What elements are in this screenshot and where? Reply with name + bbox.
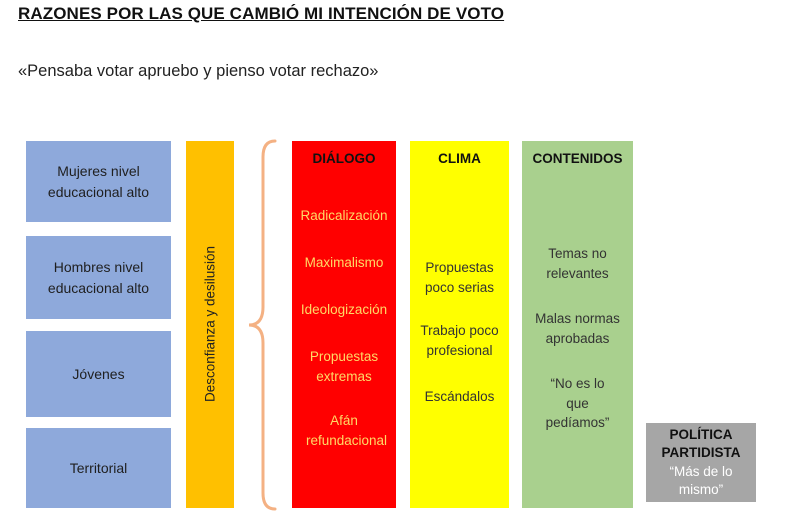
- politica-title: POLÍTICA PARTIDISTA: [661, 427, 741, 461]
- group-label: Territorial: [69, 459, 128, 476]
- contenidos-column: [522, 141, 633, 508]
- clima-column: [410, 141, 509, 508]
- dialogo-title: DIÁLOGO: [312, 151, 376, 166]
- dialogo-item: Afán refundacional: [306, 413, 388, 448]
- clima-item: Trabajo poco profesional: [420, 323, 499, 358]
- politica-partidista-box: [646, 423, 756, 502]
- desconfianza-bar: [186, 141, 234, 508]
- quote-subtitle: «Pensaba votar apruebo y pienso votar rechazo»: [18, 62, 379, 80]
- dialogo-column: [292, 141, 396, 508]
- group-box-hombres: [26, 236, 171, 319]
- clima-item: Propuestas poco serias: [424, 260, 495, 295]
- contenidos-item: Temas no relevantes: [546, 246, 609, 281]
- politica-subtitle: “Más de lo mismo”: [669, 463, 733, 497]
- group-label: Hombres nivel educacional alto: [47, 259, 150, 296]
- group-label: Jóvenes: [72, 365, 125, 382]
- dialogo-item: Radicalización: [300, 208, 388, 223]
- dialogo-item: Maximalismo: [304, 255, 384, 270]
- group-label: Mujeres nivel educacional alto: [47, 163, 150, 200]
- contenidos-item: “No es lo que pedíamos”: [545, 376, 610, 431]
- contenidos-title: CONTENIDOS: [532, 151, 623, 166]
- dialogo-item: Ideologización: [300, 302, 388, 317]
- group-box-territorial: [26, 428, 171, 508]
- desconfianza-label: Desconfianza y desilusión: [202, 245, 218, 403]
- contenidos-item: Malas normas aprobadas: [535, 311, 620, 346]
- clima-title: CLIMA: [438, 151, 481, 166]
- dialogo-item: Propuestas extremas: [309, 349, 379, 384]
- clima-item: Escándalos: [424, 389, 495, 404]
- curly-brace-icon: [245, 139, 281, 511]
- group-box-mujeres: [26, 141, 171, 222]
- page-title: RAZONES POR LAS QUE CAMBIÓ MI INTENCIÓN DE VOTO: [18, 4, 505, 23]
- group-box-jovenes: [26, 331, 171, 417]
